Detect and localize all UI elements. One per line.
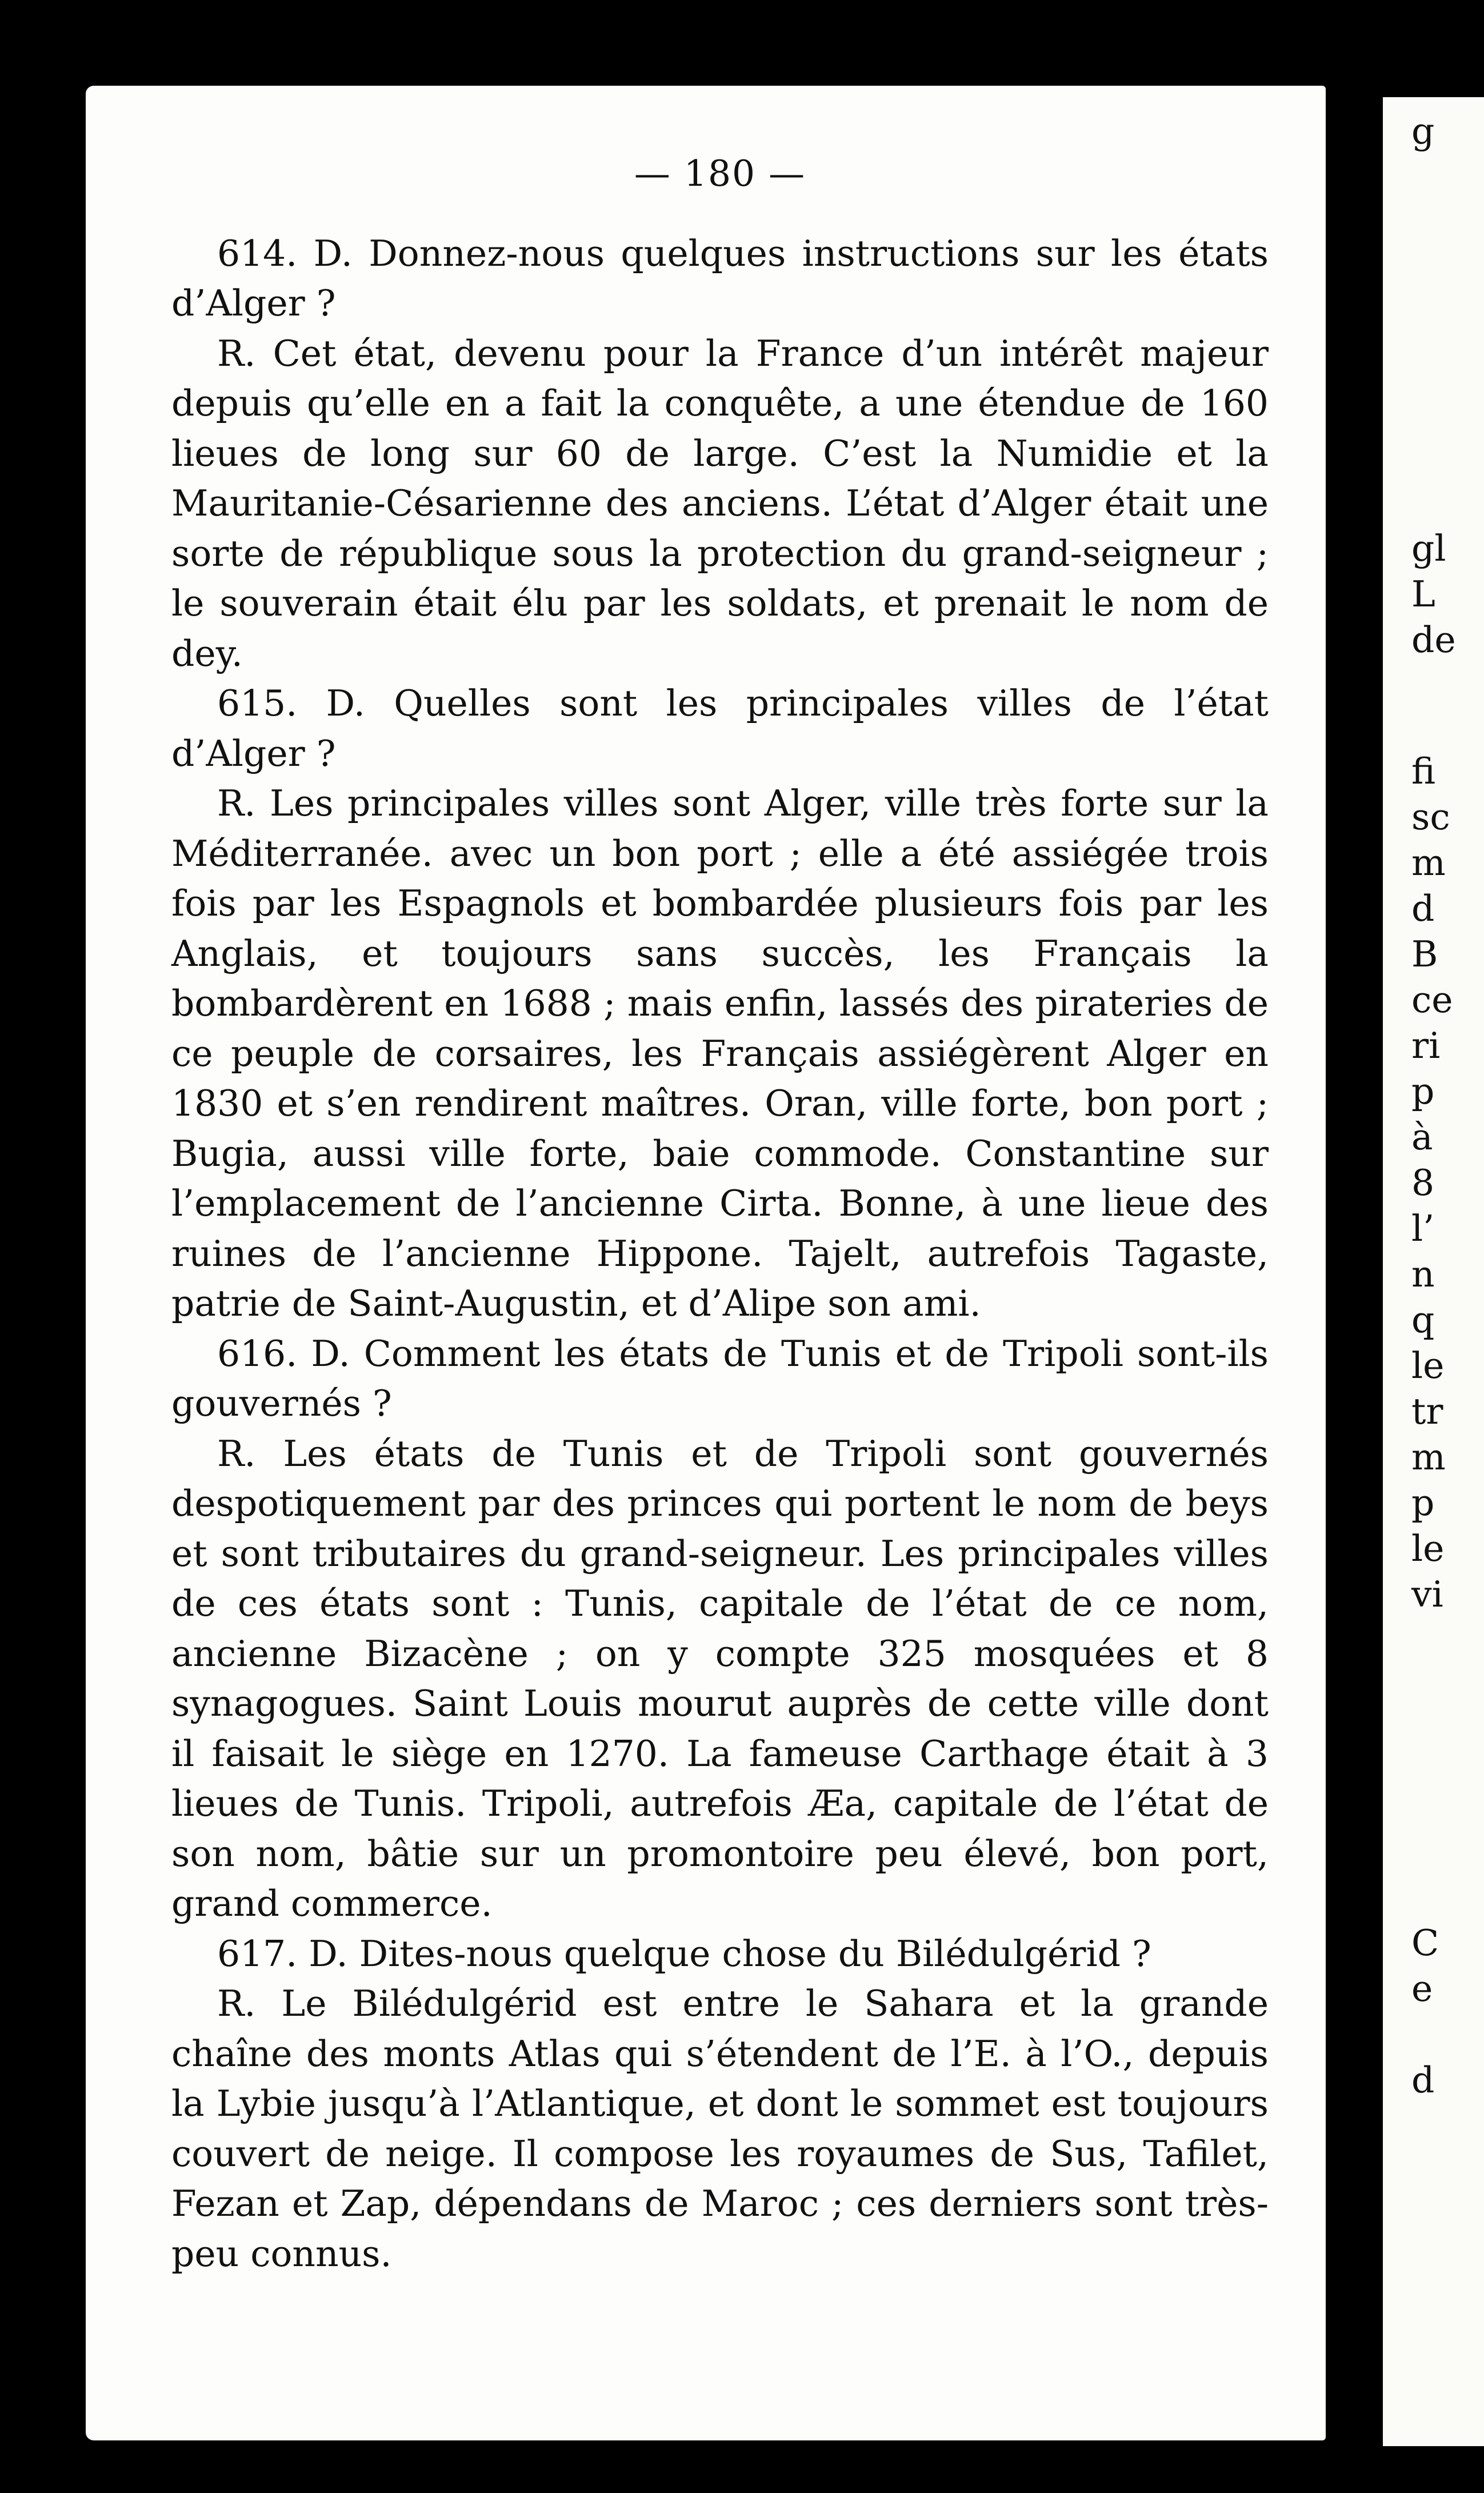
fragment-line: 8 xyxy=(1411,1162,1435,1204)
fragment-line: fi xyxy=(1411,750,1436,792)
question-617: 617. D. Dites-nous quelque chose du Bilédulgérid ? xyxy=(217,1932,1151,1975)
page-number: — 180 — xyxy=(634,153,806,194)
fragment-line: d xyxy=(1411,888,1435,929)
fragment-line: gl xyxy=(1411,528,1446,569)
fragment-line: m xyxy=(1411,842,1446,884)
fragment-line: l’ xyxy=(1411,1208,1435,1249)
question-615: 615. D. Quelles sont les principales villes de l’état d’Alger ? xyxy=(171,682,1269,774)
fragment-line: g xyxy=(1411,110,1435,152)
fragment-line: e xyxy=(1411,1968,1433,2009)
adjacent-page-fragment-top xyxy=(1411,109,1434,154)
fragment-line: m xyxy=(1411,1436,1446,1478)
fragment-line: C xyxy=(1411,1922,1439,1964)
answer-617: R. Le Bilédulgérid est entre le Sahara et la grande chaîne des monts Atlas qui s’étendent de l’E. à l’O., depuis la Lybie jusqu’à l’Atlantique, et dont le sommet est toujours couvert de neige. Il compose les royaumes de Sus, Tafilet, Fezan et Zap, dépendans de Maroc ; ces derniers sont très-peu connus. xyxy=(171,1983,1269,2275)
fragment-line: le xyxy=(1411,1345,1445,1387)
fragment-line: p xyxy=(1411,1070,1435,1112)
page-text xyxy=(171,149,1269,2279)
adjacent-page-fragments-3 xyxy=(1411,1920,1439,2103)
fragment-line: de xyxy=(1411,619,1456,661)
answer-614: R. Cet état, devenu pour la France d’un intérêt majeur depuis qu’elle en a fait la conquête, a une étendue de 160 lieues de long sur 60 de large. C’est la Numidie et la Mauritanie-Césarienne des anciens. L’état d’Alger était une sorte de république sous la protection du grand-seigneur ; le souverain était élu par les soldats, et prenait le nom de dey. xyxy=(171,332,1269,674)
fragment-line: L xyxy=(1411,573,1435,615)
fragment-line: n xyxy=(1411,1253,1435,1295)
fragment-line: ce xyxy=(1411,979,1453,1021)
fragment-line: p xyxy=(1411,1482,1435,1524)
fragment-line: B xyxy=(1411,933,1438,975)
fragment-line: le xyxy=(1411,1528,1445,1569)
question-614: 614. D. Donnez-nous quelques instructions sur les états d’Alger ? xyxy=(171,232,1269,324)
fragment-line: vi xyxy=(1411,1573,1443,1615)
answer-615: R. Les principales villes sont Alger, ville très forte sur la Méditerranée. avec un bon port ; elle a été assiégée trois fois par les Espagnols et bombardée plusieurs fois par les Anglais, et toujours sans succès, les Français la bombardèrent en 1688 ; mais enfin, lassés des pirateries de ce peuple de corsaires, les Français assiégèrent Alger en 1830 et s’en rendirent maîtres. Oran, ville forte, bon port ; Bugia, aussi ville forte, baie commode. Constantine sur l’emplacement de l’ancienne Cirta. Bonne, à une lieue des ruines de l’ancienne Hippone. Tajelt, autrefois Tagaste, patrie de Saint-Augustin, et d’Alipe son ami. xyxy=(171,782,1269,1324)
fragment-line: ri xyxy=(1411,1025,1441,1066)
fragment-line: q xyxy=(1411,1299,1435,1341)
fragment-line: tr xyxy=(1411,1391,1443,1432)
fragment-line: à xyxy=(1411,1116,1433,1158)
fragment-line: d xyxy=(1411,2059,1435,2101)
fragment-line: sc xyxy=(1411,796,1450,838)
adjacent-page-fragments-2 xyxy=(1411,749,1453,1617)
question-616: 616. D. Comment les états de Tunis et de Tripoli sont-ils gouvernés ? xyxy=(171,1332,1269,1424)
answer-616: R. Les états de Tunis et de Tripoli sont gouvernés despotiquement par des princes qui portent le nom de beys et sont tributaires du grand-seigneur. Les principales villes de ces états sont : Tunis, capitale de l’état de ce nom, ancienne Bizacène ; on y compte 325 mosquées et 8 synagogues. Saint Louis mourut auprès de cette ville dont il faisait le siège en 1270. La fameuse Carthage était à 3 lieues de Tunis. Tripoli, autrefois Æa, capitale de l’état de son nom, bâtie sur un promontoire peu élevé, bon port, grand commerce. xyxy=(171,1432,1269,1924)
adjacent-page-fragments-1 xyxy=(1411,526,1456,663)
